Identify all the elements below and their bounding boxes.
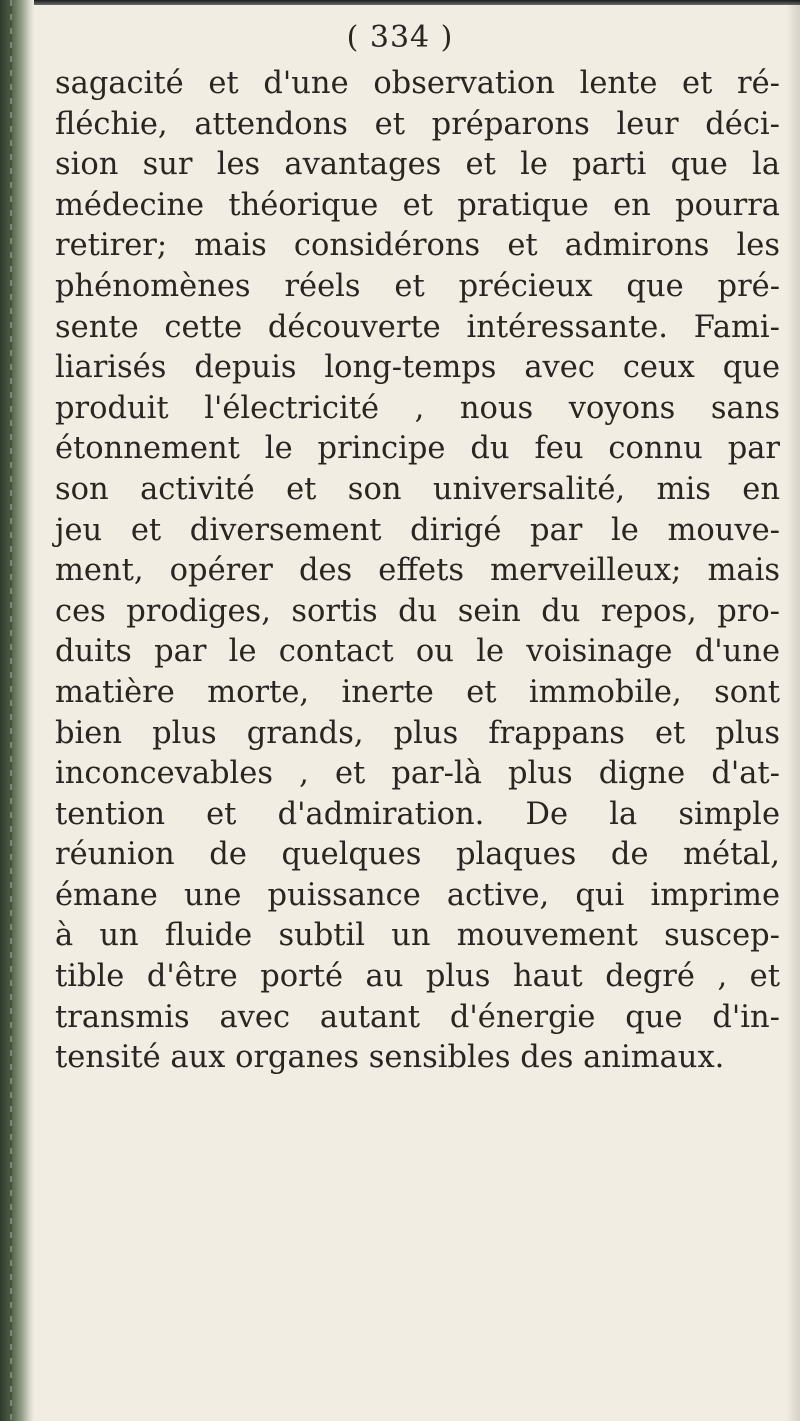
text-line: jeu et diversement dirigé par le mouve- [55, 512, 780, 548]
page-top-rule [0, 0, 800, 5]
text-line: tible d'être porté au plus haut degré , et [55, 959, 780, 995]
text-line: ment, opérer des effets merveilleux; mais [55, 553, 780, 589]
text-line: tensité aux organes sensibles des animaux. [55, 1040, 725, 1076]
text-line: sagacité et d'une observation lente et ré- [55, 66, 780, 101]
text-line: transmis avec autant d'énergie que d'in- [55, 999, 780, 1035]
text-line: matière morte, inerte et immobile, sont [55, 674, 780, 710]
text-line: étonnement le principe du feu connu par [55, 431, 780, 467]
text-line: sente cette découverte intéressante. Fami- [55, 309, 780, 345]
text-line: duits par le contact ou le voisinage d'une [55, 634, 780, 670]
text-line: réunion de quelques plaques de métal, [55, 837, 780, 873]
text-line: son activité et son universalité, mis en [55, 471, 780, 507]
text-line: médecine théorique et pratique en pourra [55, 187, 780, 223]
text-line: retirer; mais considérons et admirons les [55, 228, 780, 264]
page-right-shade [786, 0, 800, 1421]
text-line: inconcevables , et par-là plus digne d'at- [55, 756, 780, 792]
text-line: liarisés depuis long-temps avec ceux que [55, 350, 780, 386]
text-line: sion sur les avantages et le parti que la [55, 147, 780, 183]
text-line: bien plus grands, plus frappans et plus [55, 715, 780, 751]
text-line: tention et d'admiration. De la simple [55, 796, 780, 832]
text-line: ces prodiges, sortis du sein du repos, pro- [55, 593, 780, 629]
page-number: ( 334 ) [346, 20, 454, 55]
body-text [55, 64, 780, 1079]
text-line: phénomènes réels et précieux que pré- [55, 268, 780, 304]
text-line: fléchie, attendons et préparons leur déci- [55, 106, 780, 142]
binding-edge [0, 0, 34, 1421]
text-line: produit l'électricité , nous voyons sans [55, 390, 780, 426]
text-line: émane une puissance active, qui imprime [55, 877, 780, 913]
text-line: à un fluide subtil un mouvement suscep- [55, 918, 780, 954]
